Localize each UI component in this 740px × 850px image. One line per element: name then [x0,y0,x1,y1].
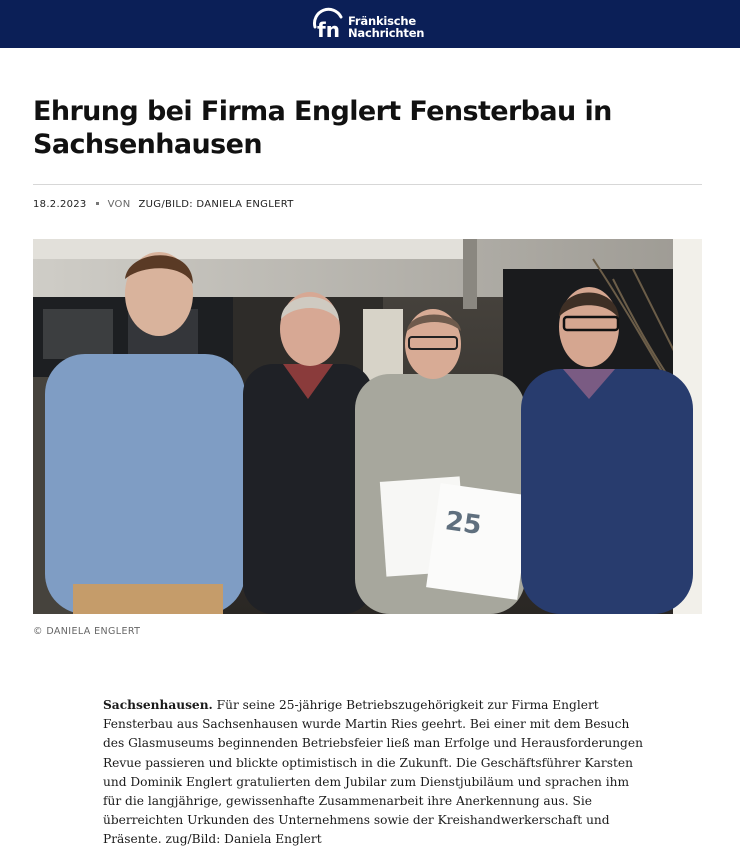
divider [33,184,702,185]
article-body [103,696,643,850]
top-bar [0,0,740,48]
fn-logo-icon [311,7,347,41]
article-meta [33,198,294,212]
article-photo[interactable] [33,239,702,614]
photo-caption: © DANIELA ENGLERT [33,626,141,637]
author-link[interactable]: ZUG/BILD: DANIELA ENGLERT [138,199,294,210]
site-name [348,15,424,39]
dateline: Sachsenhausen. [103,698,213,712]
svg-text:25: 25 [443,506,484,542]
article-date: 18.2.2023 [33,199,87,210]
by-label: VON [107,199,131,210]
site-name-line2: Nachrichten [348,26,425,40]
article-title: Ehrung bei Firma Englert Fensterbau in Sachsenhausen [33,96,612,160]
site-logo[interactable] [311,7,431,41]
separator-dot [96,202,99,205]
article-body-text: Für seine 25-jährige Betriebszugehörigkeit zur Firma Englert Fensterbau aus Sachsenhausen wurde Martin Ries geehrt. Bei einer mit dem Besuch des Glasmuseums beginnenden Betriebsfeier ließ man Erfolge und Herausforderungen Revue passieren und blickte optimistisch in die Zukunft. Die Geschäftsführer Karsten und Dominik Englert gratulierten dem Jubilar zum Dienstjubiläum und sprachen ihm für die langjährige, gewissenhafte Zusammenarbeit ihre Anerkennung aus. Sie überreichten Urkunden des Unternehmens sowie der Kreishandwerkerschaft und Präsente. zug/Bild: Daniela Englert [103,698,643,847]
svg-text:fn: fn [317,18,340,41]
site-name-line1: Fränkische [348,14,416,28]
